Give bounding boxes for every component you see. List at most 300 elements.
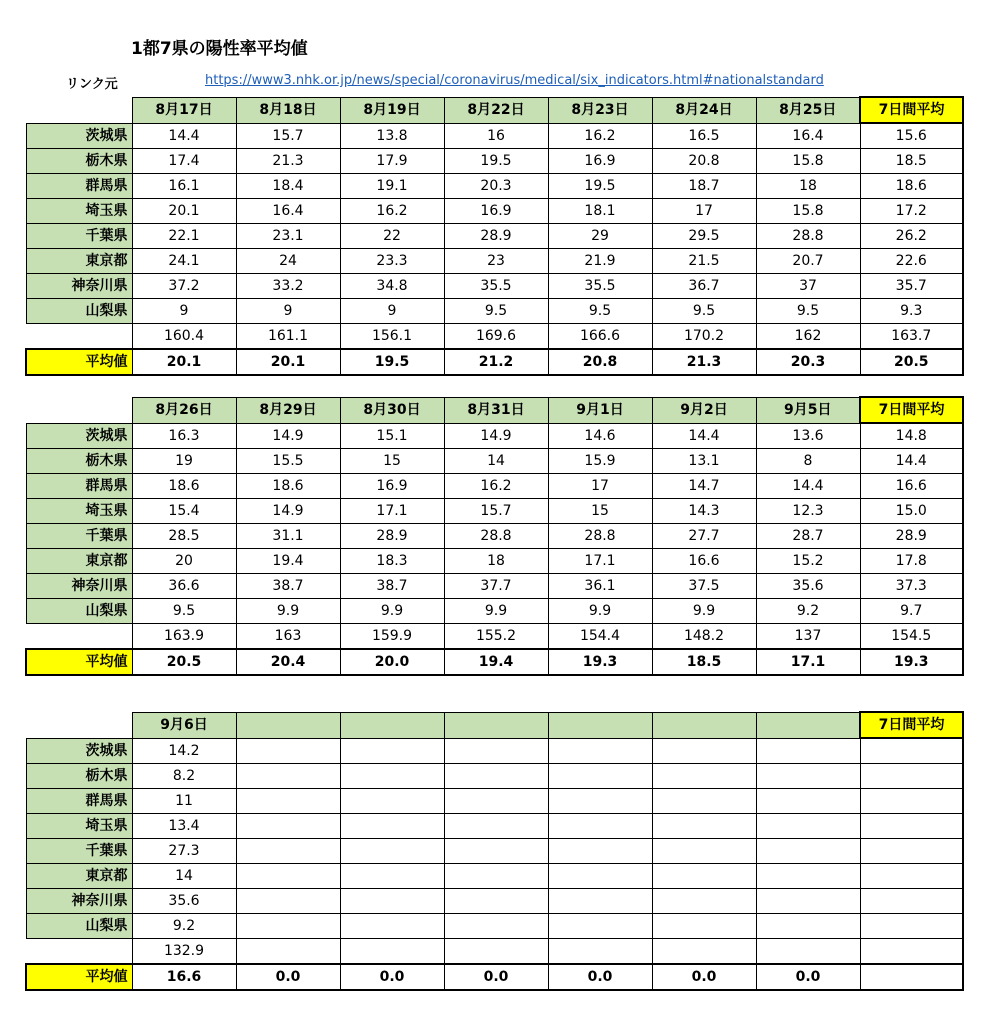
value-cell: 28.9 xyxy=(444,224,548,249)
value-cell: 8.2 xyxy=(132,764,236,789)
page-title: 1都7県の陽性率平均値 xyxy=(131,39,308,59)
value-cell xyxy=(652,814,756,839)
value-cell: 15 xyxy=(548,499,652,524)
value-cell: 19 xyxy=(132,449,236,474)
value-cell: 9.5 xyxy=(652,299,756,324)
value-cell xyxy=(652,764,756,789)
value-cell: 15.5 xyxy=(236,449,340,474)
value-cell xyxy=(340,889,444,914)
header-date: 8月25日 xyxy=(756,97,860,123)
value-cell: 15 xyxy=(340,449,444,474)
header-row xyxy=(26,712,963,738)
header-date: 9月6日 xyxy=(132,712,236,738)
value-cell: 16.1 xyxy=(132,174,236,199)
header-date xyxy=(756,712,860,738)
value-cell xyxy=(652,889,756,914)
value-cell: 15.0 xyxy=(860,499,963,524)
header-7day-average: 7日間平均 xyxy=(860,712,963,738)
table-row xyxy=(26,839,963,864)
average-value: 20.5 xyxy=(132,649,236,675)
value-cell: 16.2 xyxy=(340,199,444,224)
value-cell: 15.1 xyxy=(340,423,444,449)
value-cell: 9.5 xyxy=(132,599,236,624)
value-cell xyxy=(236,839,340,864)
value-cell xyxy=(860,889,963,914)
average-value: 20.8 xyxy=(548,349,652,375)
prefecture-label: 埼玉県 xyxy=(26,814,132,839)
table-row xyxy=(26,149,963,174)
value-cell: 13.8 xyxy=(340,123,444,149)
header-7day-average: 7日間平均 xyxy=(860,397,963,423)
value-cell: 9.7 xyxy=(860,599,963,624)
value-cell: 19.1 xyxy=(340,174,444,199)
average-value: 19.3 xyxy=(548,649,652,675)
value-cell: 35.5 xyxy=(548,274,652,299)
header-date xyxy=(236,712,340,738)
value-cell: 16.9 xyxy=(548,149,652,174)
table-row xyxy=(26,864,963,889)
value-cell: 28.8 xyxy=(444,524,548,549)
header-corner xyxy=(26,712,132,738)
value-cell: 29.5 xyxy=(652,224,756,249)
table-row xyxy=(26,549,963,574)
prefecture-label: 山梨県 xyxy=(26,914,132,939)
value-cell xyxy=(860,764,963,789)
value-cell: 9.9 xyxy=(236,599,340,624)
prefecture-label: 群馬県 xyxy=(26,474,132,499)
value-cell: 16.4 xyxy=(236,199,340,224)
value-cell: 17 xyxy=(548,474,652,499)
table-row xyxy=(26,738,963,764)
value-cell: 18.6 xyxy=(236,474,340,499)
header-date: 9月2日 xyxy=(652,397,756,423)
value-cell: 132.9 xyxy=(132,939,236,965)
value-cell: 18.6 xyxy=(860,174,963,199)
value-cell xyxy=(548,814,652,839)
value-cell: 163.9 xyxy=(132,624,236,650)
table-row xyxy=(26,174,963,199)
value-cell: 14 xyxy=(444,449,548,474)
value-cell: 14 xyxy=(132,864,236,889)
value-cell: 15.8 xyxy=(756,199,860,224)
value-cell xyxy=(444,839,548,864)
value-cell: 9.5 xyxy=(548,299,652,324)
value-cell xyxy=(236,939,340,965)
average-value: 17.1 xyxy=(756,649,860,675)
prefecture-label: 茨城県 xyxy=(26,423,132,449)
average-value: 20.0 xyxy=(340,649,444,675)
value-cell xyxy=(548,764,652,789)
value-cell: 9.9 xyxy=(652,599,756,624)
value-cell: 9.2 xyxy=(132,914,236,939)
header-date: 8月26日 xyxy=(132,397,236,423)
value-cell: 15.9 xyxy=(548,449,652,474)
table-row xyxy=(26,764,963,789)
value-cell: 13.1 xyxy=(652,449,756,474)
header-date: 8月23日 xyxy=(548,97,652,123)
table-row xyxy=(26,274,963,299)
average-value: 20.1 xyxy=(132,349,236,375)
value-cell: 14.4 xyxy=(860,449,963,474)
value-cell: 16.6 xyxy=(652,549,756,574)
row-label-empty xyxy=(26,939,132,965)
value-cell: 163.7 xyxy=(860,324,963,350)
total-row xyxy=(26,324,963,350)
value-cell: 21.3 xyxy=(236,149,340,174)
prefecture-label: 群馬県 xyxy=(26,789,132,814)
value-cell: 23.1 xyxy=(236,224,340,249)
value-cell: 15.7 xyxy=(236,123,340,149)
link-source-label: リンク元 xyxy=(66,77,118,92)
table-row xyxy=(26,423,963,449)
average-value xyxy=(860,964,963,990)
value-cell: 20.3 xyxy=(444,174,548,199)
value-cell xyxy=(548,939,652,965)
value-cell: 14.4 xyxy=(652,423,756,449)
table-row xyxy=(26,123,963,149)
value-cell: 21.5 xyxy=(652,249,756,274)
value-cell xyxy=(236,738,340,764)
value-cell: 9.5 xyxy=(756,299,860,324)
table-row xyxy=(26,889,963,914)
average-value: 20.1 xyxy=(236,349,340,375)
value-cell: 29 xyxy=(548,224,652,249)
value-cell: 14.9 xyxy=(236,499,340,524)
value-cell xyxy=(236,789,340,814)
value-cell xyxy=(860,789,963,814)
value-cell: 19.4 xyxy=(236,549,340,574)
value-cell: 16.2 xyxy=(444,474,548,499)
value-cell: 8 xyxy=(756,449,860,474)
prefecture-label: 栃木県 xyxy=(26,149,132,174)
value-cell: 16.9 xyxy=(444,199,548,224)
value-cell: 14.3 xyxy=(652,499,756,524)
value-cell xyxy=(652,939,756,965)
average-value: 21.3 xyxy=(652,349,756,375)
prefecture-label: 神奈川県 xyxy=(26,889,132,914)
value-cell: 36.7 xyxy=(652,274,756,299)
value-cell xyxy=(652,914,756,939)
value-cell: 9 xyxy=(132,299,236,324)
value-cell: 14.8 xyxy=(860,423,963,449)
value-cell: 18.1 xyxy=(548,199,652,224)
value-cell: 23.3 xyxy=(340,249,444,274)
value-cell xyxy=(548,839,652,864)
value-cell: 23 xyxy=(444,249,548,274)
prefecture-label: 東京都 xyxy=(26,864,132,889)
average-value: 0.0 xyxy=(652,964,756,990)
average-row xyxy=(26,349,963,375)
value-cell: 16.4 xyxy=(756,123,860,149)
value-cell: 18 xyxy=(444,549,548,574)
value-cell: 15.4 xyxy=(132,499,236,524)
value-cell: 24.1 xyxy=(132,249,236,274)
value-cell: 37.2 xyxy=(132,274,236,299)
value-cell xyxy=(756,914,860,939)
prefecture-label: 栃木県 xyxy=(26,449,132,474)
header-date: 9月1日 xyxy=(548,397,652,423)
value-cell: 17.1 xyxy=(548,549,652,574)
value-cell: 18.5 xyxy=(860,149,963,174)
value-cell xyxy=(444,789,548,814)
value-cell xyxy=(444,914,548,939)
total-row xyxy=(26,939,963,965)
value-cell: 22.1 xyxy=(132,224,236,249)
value-cell xyxy=(340,864,444,889)
value-cell: 18.6 xyxy=(132,474,236,499)
value-cell: 36.1 xyxy=(548,574,652,599)
value-cell: 17 xyxy=(652,199,756,224)
prefecture-label: 東京都 xyxy=(26,249,132,274)
value-cell: 31.1 xyxy=(236,524,340,549)
value-cell xyxy=(236,889,340,914)
header-date: 8月31日 xyxy=(444,397,548,423)
value-cell: 160.4 xyxy=(132,324,236,350)
header-date xyxy=(548,712,652,738)
value-cell: 9.9 xyxy=(340,599,444,624)
average-row xyxy=(26,964,963,990)
value-cell: 154.5 xyxy=(860,624,963,650)
header-date xyxy=(340,712,444,738)
value-cell xyxy=(444,939,548,965)
value-cell: 161.1 xyxy=(236,324,340,350)
average-value: 0.0 xyxy=(444,964,548,990)
table-row xyxy=(26,499,963,524)
row-label-empty xyxy=(26,324,132,350)
value-cell xyxy=(756,814,860,839)
value-cell xyxy=(444,864,548,889)
header-date: 8月19日 xyxy=(340,97,444,123)
prefecture-label: 栃木県 xyxy=(26,764,132,789)
value-cell xyxy=(340,839,444,864)
value-cell xyxy=(860,814,963,839)
value-cell: 33.2 xyxy=(236,274,340,299)
value-cell: 14.9 xyxy=(236,423,340,449)
value-cell: 13.4 xyxy=(132,814,236,839)
table-row xyxy=(26,224,963,249)
value-cell xyxy=(236,864,340,889)
value-cell: 18.7 xyxy=(652,174,756,199)
value-cell: 38.7 xyxy=(340,574,444,599)
value-cell: 15.2 xyxy=(756,549,860,574)
value-cell: 156.1 xyxy=(340,324,444,350)
value-cell: 17.8 xyxy=(860,549,963,574)
prefecture-label: 茨城県 xyxy=(26,123,132,149)
value-cell: 162 xyxy=(756,324,860,350)
value-cell xyxy=(340,814,444,839)
average-value: 19.5 xyxy=(340,349,444,375)
value-cell: 26.2 xyxy=(860,224,963,249)
average-label: 平均値 xyxy=(26,964,132,990)
value-cell xyxy=(756,738,860,764)
value-cell: 14.2 xyxy=(132,738,236,764)
prefecture-label: 山梨県 xyxy=(26,599,132,624)
value-cell: 38.7 xyxy=(236,574,340,599)
value-cell: 16.9 xyxy=(340,474,444,499)
value-cell xyxy=(756,789,860,814)
value-cell: 9 xyxy=(236,299,340,324)
value-cell: 170.2 xyxy=(652,324,756,350)
value-cell: 137 xyxy=(756,624,860,650)
average-value: 20.3 xyxy=(756,349,860,375)
value-cell: 20 xyxy=(132,549,236,574)
value-cell: 37.7 xyxy=(444,574,548,599)
value-cell: 9.5 xyxy=(444,299,548,324)
prefecture-label: 群馬県 xyxy=(26,174,132,199)
value-cell xyxy=(756,889,860,914)
value-cell: 21.9 xyxy=(548,249,652,274)
value-cell: 155.2 xyxy=(444,624,548,650)
table-row xyxy=(26,249,963,274)
header-date xyxy=(652,712,756,738)
value-cell: 34.8 xyxy=(340,274,444,299)
table-row xyxy=(26,789,963,814)
value-cell: 37.5 xyxy=(652,574,756,599)
prefecture-label: 山梨県 xyxy=(26,299,132,324)
value-cell: 16.6 xyxy=(860,474,963,499)
header-date: 8月30日 xyxy=(340,397,444,423)
table-row xyxy=(26,474,963,499)
prefecture-label: 千葉県 xyxy=(26,839,132,864)
value-cell xyxy=(548,889,652,914)
value-cell: 35.5 xyxy=(444,274,548,299)
value-cell xyxy=(652,789,756,814)
prefecture-label: 神奈川県 xyxy=(26,274,132,299)
value-cell xyxy=(444,889,548,914)
value-cell: 14.4 xyxy=(132,123,236,149)
value-cell xyxy=(548,914,652,939)
value-cell: 28.8 xyxy=(756,224,860,249)
value-cell xyxy=(756,864,860,889)
value-cell: 14.6 xyxy=(548,423,652,449)
prefecture-label: 東京都 xyxy=(26,549,132,574)
value-cell xyxy=(860,914,963,939)
table-row xyxy=(26,914,963,939)
positivity-table-3 xyxy=(25,711,964,991)
average-value: 0.0 xyxy=(340,964,444,990)
value-cell xyxy=(236,814,340,839)
average-value: 0.0 xyxy=(548,964,652,990)
value-cell: 27.7 xyxy=(652,524,756,549)
value-cell: 35.7 xyxy=(860,274,963,299)
table-row xyxy=(26,524,963,549)
value-cell: 15.6 xyxy=(860,123,963,149)
value-cell xyxy=(444,764,548,789)
value-cell: 22 xyxy=(340,224,444,249)
header-date: 9月5日 xyxy=(756,397,860,423)
average-value: 16.6 xyxy=(132,964,236,990)
prefecture-label: 千葉県 xyxy=(26,524,132,549)
value-cell: 24 xyxy=(236,249,340,274)
value-cell: 9.3 xyxy=(860,299,963,324)
value-cell xyxy=(652,738,756,764)
value-cell: 18.4 xyxy=(236,174,340,199)
value-cell xyxy=(548,789,652,814)
value-cell: 15.7 xyxy=(444,499,548,524)
prefecture-label: 千葉県 xyxy=(26,224,132,249)
average-label: 平均値 xyxy=(26,349,132,375)
value-cell: 35.6 xyxy=(756,574,860,599)
average-value: 18.5 xyxy=(652,649,756,675)
value-cell xyxy=(340,764,444,789)
value-cell: 15.8 xyxy=(756,149,860,174)
value-cell: 9.9 xyxy=(548,599,652,624)
value-cell: 163 xyxy=(236,624,340,650)
value-cell xyxy=(860,738,963,764)
header-7day-average: 7日間平均 xyxy=(860,97,963,123)
value-cell xyxy=(548,864,652,889)
value-cell: 27.3 xyxy=(132,839,236,864)
header-date: 8月17日 xyxy=(132,97,236,123)
value-cell: 154.4 xyxy=(548,624,652,650)
value-cell xyxy=(756,839,860,864)
value-cell: 28.5 xyxy=(132,524,236,549)
value-cell xyxy=(340,789,444,814)
value-cell: 14.4 xyxy=(756,474,860,499)
header-date: 8月22日 xyxy=(444,97,548,123)
value-cell: 166.6 xyxy=(548,324,652,350)
value-cell: 17.2 xyxy=(860,199,963,224)
value-cell: 17.4 xyxy=(132,149,236,174)
average-value: 20.4 xyxy=(236,649,340,675)
value-cell xyxy=(340,738,444,764)
value-cell xyxy=(548,738,652,764)
value-cell xyxy=(860,839,963,864)
value-cell: 9.2 xyxy=(756,599,860,624)
value-cell: 28.8 xyxy=(548,524,652,549)
value-cell xyxy=(444,738,548,764)
value-cell: 18 xyxy=(756,174,860,199)
value-cell xyxy=(444,814,548,839)
value-cell: 159.9 xyxy=(340,624,444,650)
table-row xyxy=(26,814,963,839)
header-corner xyxy=(26,97,132,123)
value-cell: 28.7 xyxy=(756,524,860,549)
average-value: 19.3 xyxy=(860,649,963,675)
header-date: 8月18日 xyxy=(236,97,340,123)
table-row xyxy=(26,599,963,624)
value-cell xyxy=(236,764,340,789)
table-row xyxy=(26,449,963,474)
value-cell: 36.6 xyxy=(132,574,236,599)
value-cell: 14.7 xyxy=(652,474,756,499)
source-link[interactable]: https://www3.nhk.or.jp/news/special/coronavirus/medical/six_indicators.html#nationalstandard xyxy=(205,73,824,88)
value-cell: 11 xyxy=(132,789,236,814)
header-corner xyxy=(26,397,132,423)
value-cell: 14.9 xyxy=(444,423,548,449)
row-label-empty xyxy=(26,624,132,650)
value-cell xyxy=(860,864,963,889)
value-cell: 169.6 xyxy=(444,324,548,350)
value-cell: 9 xyxy=(340,299,444,324)
header-row xyxy=(26,97,963,123)
total-row xyxy=(26,624,963,650)
average-row xyxy=(26,649,963,675)
value-cell xyxy=(652,864,756,889)
prefecture-label: 埼玉県 xyxy=(26,499,132,524)
value-cell: 16.3 xyxy=(132,423,236,449)
value-cell: 20.7 xyxy=(756,249,860,274)
prefecture-label: 茨城県 xyxy=(26,738,132,764)
value-cell: 19.5 xyxy=(444,149,548,174)
average-value: 20.5 xyxy=(860,349,963,375)
average-label: 平均値 xyxy=(26,649,132,675)
prefecture-label: 神奈川県 xyxy=(26,574,132,599)
header-date: 8月24日 xyxy=(652,97,756,123)
value-cell: 20.8 xyxy=(652,149,756,174)
value-cell: 17.9 xyxy=(340,149,444,174)
value-cell: 17.1 xyxy=(340,499,444,524)
